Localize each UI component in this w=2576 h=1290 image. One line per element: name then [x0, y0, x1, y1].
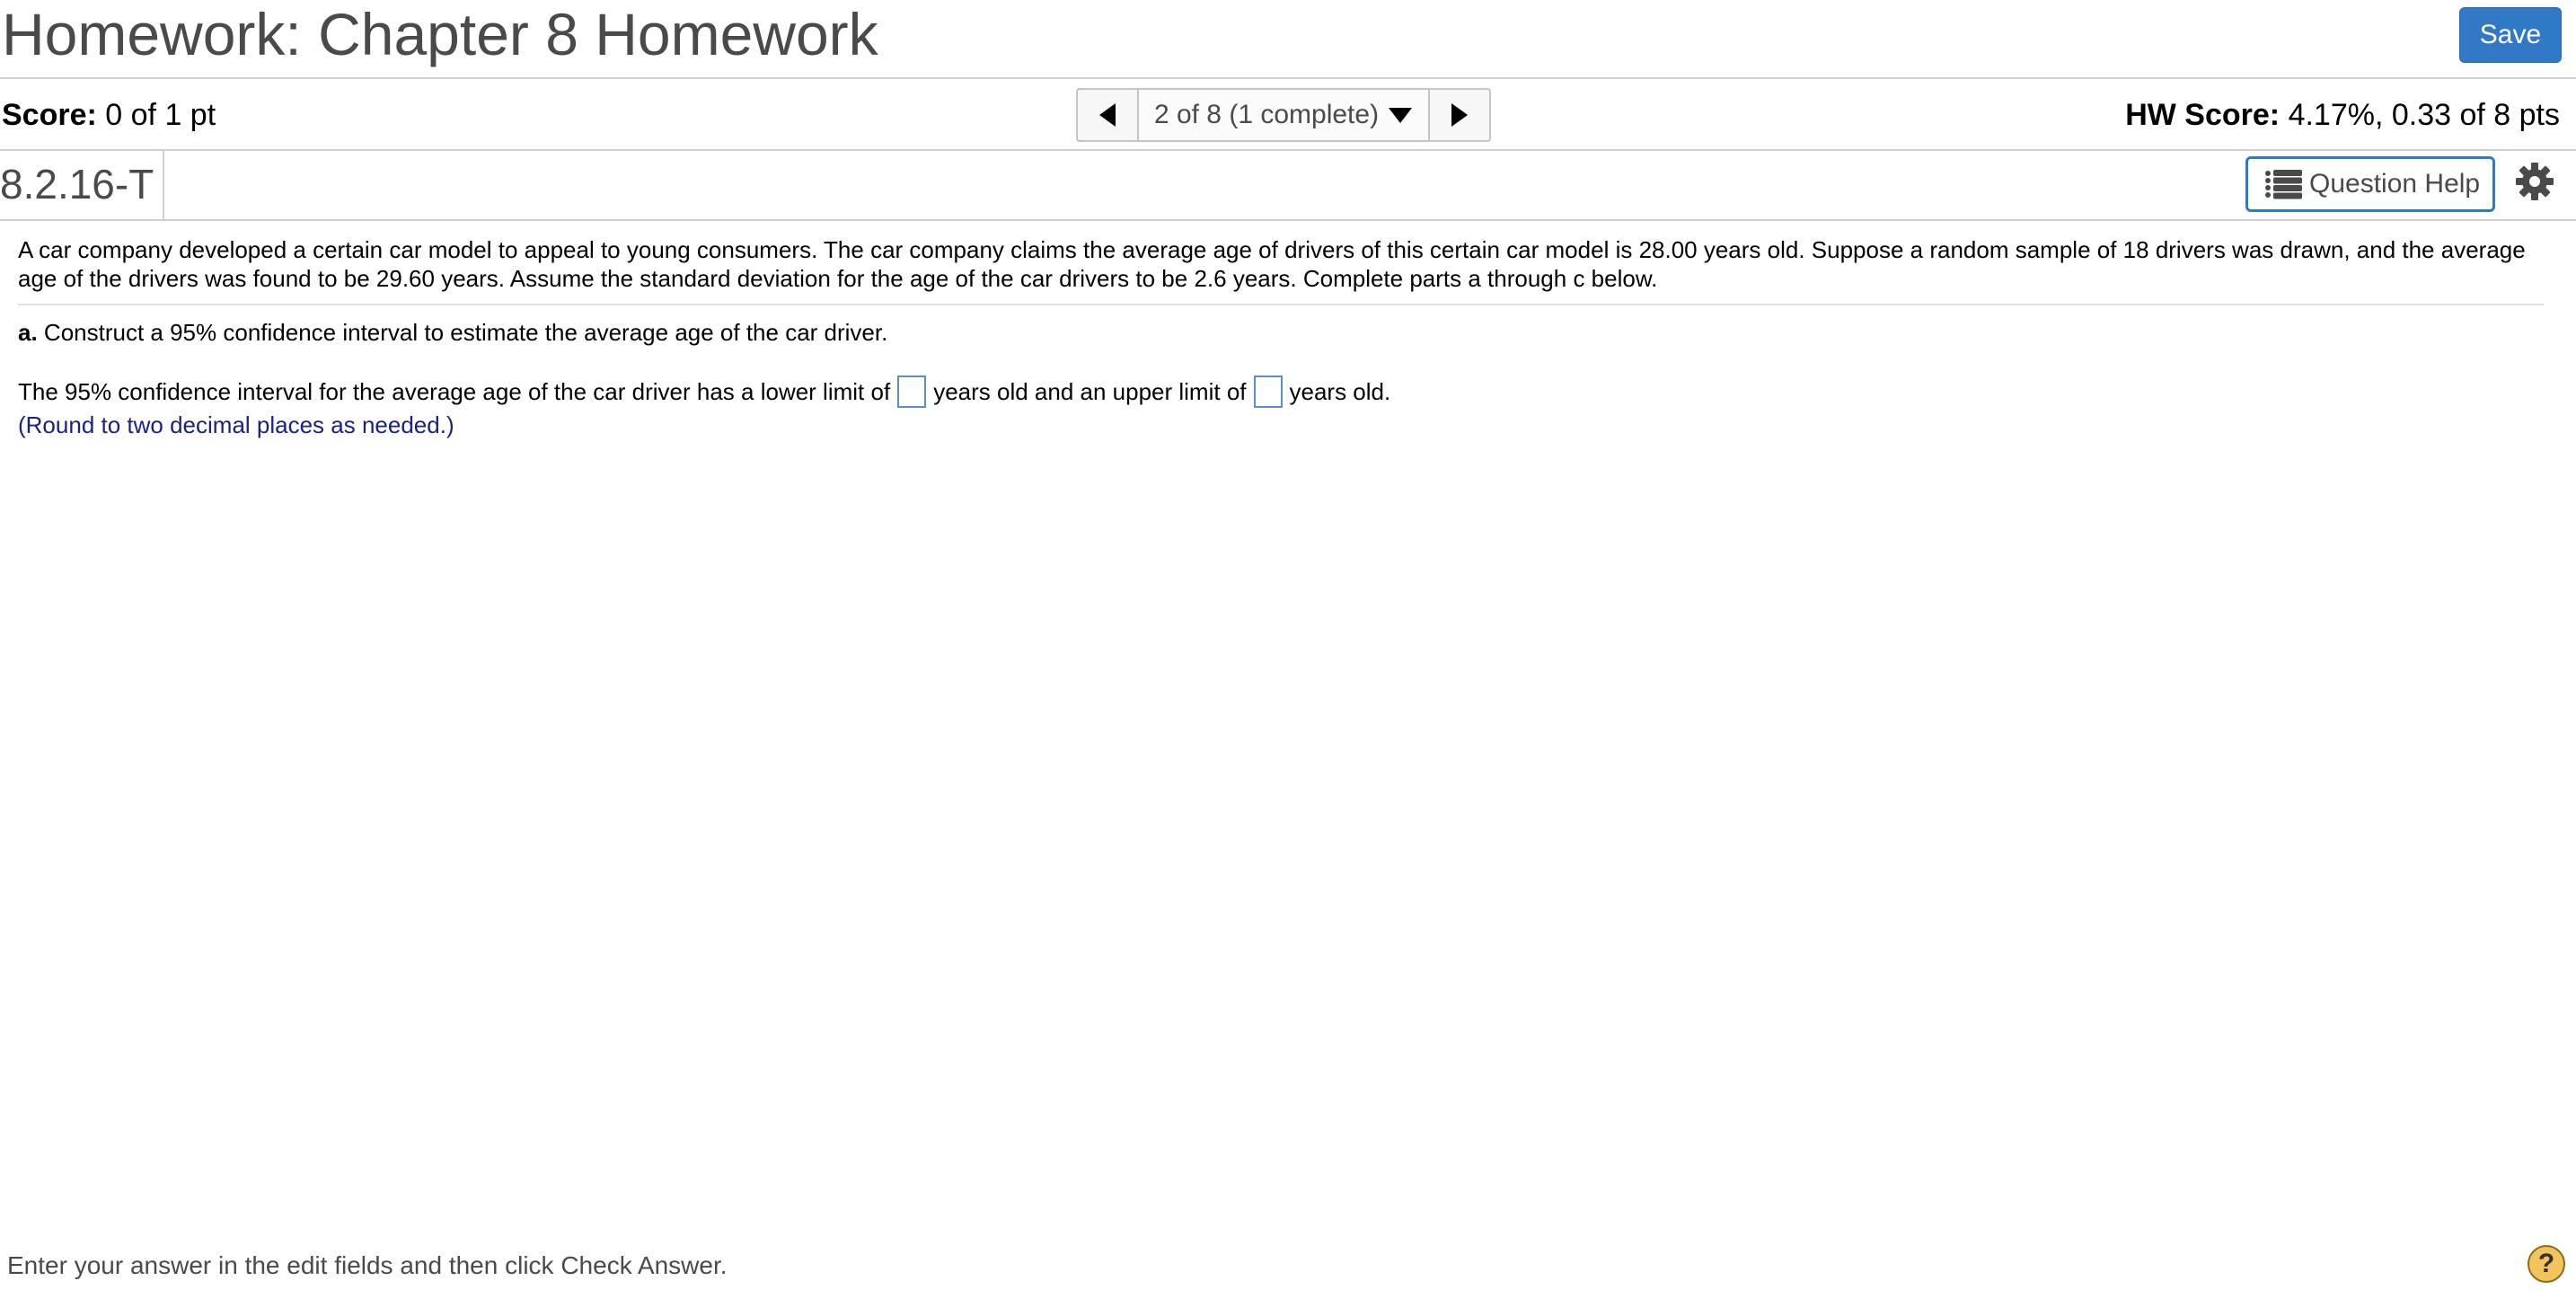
question-navigator: [1076, 88, 1491, 142]
question-help-label: Question Help: [2309, 169, 2481, 199]
help-circle-icon[interactable]: ?: [2527, 1245, 2565, 1283]
score-label: Score:: [2, 98, 97, 132]
triangle-left-icon: [1098, 102, 1117, 128]
page-header: [0, 0, 2576, 79]
gear-icon[interactable]: [2515, 162, 2554, 201]
part-a-text: Construct a 95% confidence interval to estimate the average age of the car driver.: [43, 319, 888, 346]
answer-suffix: years old.: [1289, 378, 1391, 405]
question-bar: [0, 151, 2576, 221]
previous-question-button[interactable]: [1078, 90, 1139, 140]
score-value: 0 of 1 pt: [105, 98, 216, 132]
next-question-button[interactable]: [1428, 90, 1489, 140]
rounding-note: (Round to two decimal places as needed.): [18, 411, 454, 438]
caret-down-icon: [1388, 106, 1413, 124]
part-a-prompt: [18, 318, 2533, 347]
answer-sentence: [18, 374, 2533, 410]
question-id: 8.2.16-T: [0, 151, 164, 219]
answer-middle: years old and an upper limit of: [933, 378, 1247, 405]
lower-limit-input[interactable]: [897, 376, 926, 408]
score-bar: [0, 79, 2576, 151]
part-a-label: a.: [18, 319, 38, 346]
question-help-button[interactable]: [2245, 156, 2495, 212]
question-position-label: 2 of 8 (1 complete): [1153, 100, 1380, 129]
answer-prefix: The 95% confidence interval for the average age of the car driver has a lower limit of: [18, 378, 891, 405]
footer-instruction: Enter your answer in the edit fields and then click Check Answer.: [7, 1251, 728, 1279]
question-select-dropdown[interactable]: [1139, 90, 1428, 140]
page-title: Homework: Chapter 8 Homework: [2, 1, 878, 67]
question-content: [18, 235, 2533, 440]
list-icon: [2264, 169, 2304, 199]
problem-statement: A car company developed a certain car model to appeal to young consumers. The car company claims the average age of drivers of this certain car model is 28.00 years old. Suppose a random sample of 18 drivers was drawn, and the average age of the drivers was found to be 29.60 years. Assume the standard deviation for the age of the car drivers to be 2.6 years. Complete parts a through c below.: [18, 235, 2544, 305]
triangle-right-icon: [1450, 102, 1469, 128]
save-button[interactable]: Save: [2459, 7, 2562, 63]
homework-score: [2125, 97, 2560, 133]
upper-limit-input[interactable]: [1254, 376, 1283, 408]
question-score: [2, 97, 216, 133]
hw-score-label: HW Score:: [2125, 98, 2280, 132]
hw-score-value: 4.17%, 0.33 of 8 pts: [2288, 98, 2560, 132]
